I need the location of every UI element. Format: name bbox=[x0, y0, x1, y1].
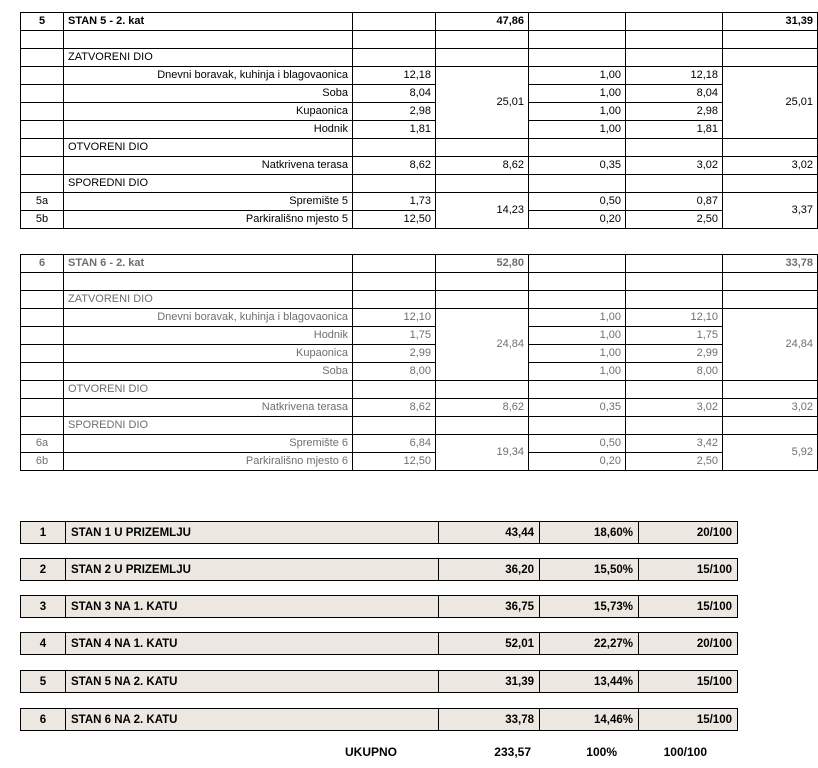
room-name: Dnevni boravak, kuhinja i blagovaonica bbox=[64, 309, 353, 327]
summary-table bbox=[20, 595, 738, 618]
room-weighted: 3,42 bbox=[626, 435, 723, 453]
table-row bbox=[21, 453, 818, 471]
table-row bbox=[21, 633, 738, 655]
group-c bbox=[529, 417, 626, 435]
summary-name: STAN 1 U PRIZEMLJU bbox=[66, 522, 439, 544]
unit-name: STAN 6 - 2. kat bbox=[64, 255, 353, 273]
room-coefficient: 1,00 bbox=[529, 121, 626, 139]
group-a bbox=[353, 175, 436, 193]
group-d bbox=[626, 381, 723, 399]
room-area: 2,99 bbox=[353, 345, 436, 363]
room-coefficient: 1,00 bbox=[529, 85, 626, 103]
group-label: ZATVORENI DIO bbox=[64, 49, 353, 67]
group-a bbox=[353, 417, 436, 435]
unit-block-stan-6 bbox=[20, 254, 818, 471]
row-num bbox=[21, 327, 64, 345]
unit-header-row bbox=[21, 13, 818, 31]
group-label-row bbox=[21, 381, 818, 399]
spacer-cell bbox=[529, 273, 626, 291]
summary-name: STAN 6 NA 2. KATU bbox=[66, 709, 439, 731]
summary-row-5 bbox=[20, 670, 738, 693]
unit-col-b: 52,80 bbox=[436, 255, 529, 273]
summary-percent: 15,73% bbox=[540, 596, 639, 618]
group-num bbox=[21, 417, 64, 435]
row-num bbox=[21, 121, 64, 139]
group-e bbox=[723, 175, 818, 193]
spacer-cell bbox=[353, 31, 436, 49]
summary-name: STAN 2 U PRIZEMLJU bbox=[66, 559, 439, 581]
summary-percent: 15,50% bbox=[540, 559, 639, 581]
room-weighted: 2,98 bbox=[626, 103, 723, 121]
unit-col-a bbox=[353, 255, 436, 273]
room-area: 8,62 bbox=[353, 157, 436, 175]
unit-table bbox=[20, 12, 818, 229]
group-subtotal-area: 25,01 bbox=[436, 67, 529, 139]
table-row bbox=[21, 363, 818, 381]
summary-percent: 18,60% bbox=[540, 522, 639, 544]
room-area: 12,50 bbox=[353, 211, 436, 229]
table-row bbox=[21, 671, 738, 693]
spacer-cell bbox=[353, 273, 436, 291]
table-row bbox=[21, 309, 818, 327]
group-label-row bbox=[21, 139, 818, 157]
unit-col-c bbox=[529, 255, 626, 273]
row-num bbox=[21, 157, 64, 175]
group-d bbox=[626, 417, 723, 435]
room-weighted: 1,81 bbox=[626, 121, 723, 139]
row-num: 5a bbox=[21, 193, 64, 211]
summary-row-6 bbox=[20, 708, 738, 731]
group-b bbox=[436, 49, 529, 67]
spacer-cell bbox=[64, 31, 353, 49]
totals-area: 233,57 bbox=[494, 745, 531, 759]
group-d bbox=[626, 175, 723, 193]
summary-table bbox=[20, 558, 738, 581]
summary-area: 43,44 bbox=[439, 522, 540, 544]
group-a bbox=[353, 49, 436, 67]
summary-percent: 22,27% bbox=[540, 633, 639, 655]
room-area: 8,04 bbox=[353, 85, 436, 103]
table-row bbox=[21, 522, 738, 544]
group-num bbox=[21, 49, 64, 67]
room-name: Dnevni boravak, kuhinja i blagovaonica bbox=[64, 67, 353, 85]
totals-row bbox=[20, 745, 707, 763]
totals-percent: 100% bbox=[586, 745, 617, 759]
table-row bbox=[21, 709, 738, 731]
summary-share: 15/100 bbox=[639, 709, 738, 731]
group-e bbox=[723, 417, 818, 435]
room-coefficient: 0,50 bbox=[529, 193, 626, 211]
room-area: 1,75 bbox=[353, 327, 436, 345]
room-name: Kupaonica bbox=[64, 345, 353, 363]
summary-share: 20/100 bbox=[639, 633, 738, 655]
summary-area: 33,78 bbox=[439, 709, 540, 731]
spacer-row bbox=[21, 273, 818, 291]
summary-percent: 13,44% bbox=[540, 671, 639, 693]
group-num bbox=[21, 291, 64, 309]
group-num bbox=[21, 139, 64, 157]
room-name: Parkirališno mjesto 5 bbox=[64, 211, 353, 229]
room-area: 2,98 bbox=[353, 103, 436, 121]
summary-num: 2 bbox=[21, 559, 66, 581]
summary-share: 15/100 bbox=[639, 671, 738, 693]
room-weighted: 2,99 bbox=[626, 345, 723, 363]
room-coefficient: 0,35 bbox=[529, 157, 626, 175]
group-b bbox=[436, 417, 529, 435]
room-coefficient: 1,00 bbox=[529, 309, 626, 327]
group-c bbox=[529, 175, 626, 193]
room-weighted: 2,50 bbox=[626, 453, 723, 471]
table-row bbox=[21, 193, 818, 211]
group-subtotal-area: 14,23 bbox=[436, 193, 529, 229]
room-area: 6,84 bbox=[353, 435, 436, 453]
group-label: SPOREDNI DIO bbox=[64, 175, 353, 193]
room-weighted: 0,87 bbox=[626, 193, 723, 211]
group-b bbox=[436, 381, 529, 399]
table-row bbox=[21, 103, 818, 121]
row-num: 5b bbox=[21, 211, 64, 229]
spacer-cell bbox=[436, 31, 529, 49]
room-coefficient: 1,00 bbox=[529, 67, 626, 85]
room-area: 1,81 bbox=[353, 121, 436, 139]
totals-share: 100/100 bbox=[663, 745, 707, 759]
unit-col-d bbox=[626, 13, 723, 31]
group-c bbox=[529, 291, 626, 309]
room-weighted: 8,00 bbox=[626, 363, 723, 381]
summary-table bbox=[20, 632, 738, 655]
group-c bbox=[529, 139, 626, 157]
summary-row-4 bbox=[20, 632, 738, 655]
spacer-cell bbox=[626, 273, 723, 291]
table-row bbox=[21, 559, 738, 581]
room-name: Hodnik bbox=[64, 121, 353, 139]
table-row bbox=[21, 345, 818, 363]
summary-row-2 bbox=[20, 558, 738, 581]
group-label-row bbox=[21, 291, 818, 309]
room-coefficient: 0,20 bbox=[529, 453, 626, 471]
summary-num: 4 bbox=[21, 633, 66, 655]
room-name: Natkrivena terasa bbox=[64, 399, 353, 417]
spacer-cell bbox=[21, 31, 64, 49]
room-name: Spremište 6 bbox=[64, 435, 353, 453]
group-label-row bbox=[21, 175, 818, 193]
summary-num: 5 bbox=[21, 671, 66, 693]
summary-num: 6 bbox=[21, 709, 66, 731]
group-subtotal-weighted: 3,02 bbox=[723, 399, 818, 417]
table-row bbox=[21, 67, 818, 85]
room-weighted: 12,10 bbox=[626, 309, 723, 327]
group-subtotal-weighted: 3,37 bbox=[723, 193, 818, 229]
unit-name: STAN 5 - 2. kat bbox=[64, 13, 353, 31]
table-row bbox=[21, 121, 818, 139]
group-d bbox=[626, 49, 723, 67]
spacer-cell bbox=[529, 31, 626, 49]
group-d bbox=[626, 139, 723, 157]
unit-table bbox=[20, 254, 818, 471]
row-num bbox=[21, 67, 64, 85]
group-b bbox=[436, 175, 529, 193]
room-weighted: 3,02 bbox=[626, 399, 723, 417]
summary-table bbox=[20, 708, 738, 731]
unit-col-d bbox=[626, 255, 723, 273]
group-e bbox=[723, 139, 818, 157]
group-subtotal-weighted: 5,92 bbox=[723, 435, 818, 471]
summary-share: 15/100 bbox=[639, 596, 738, 618]
row-num: 6a bbox=[21, 435, 64, 453]
room-name: Parkirališno mjesto 6 bbox=[64, 453, 353, 471]
group-subtotal-weighted: 25,01 bbox=[723, 67, 818, 139]
room-area: 12,10 bbox=[353, 309, 436, 327]
row-num bbox=[21, 103, 64, 121]
room-coefficient: 0,50 bbox=[529, 435, 626, 453]
group-a bbox=[353, 291, 436, 309]
unit-col-c bbox=[529, 13, 626, 31]
group-subtotal-area: 19,34 bbox=[436, 435, 529, 471]
row-num bbox=[21, 309, 64, 327]
unit-col-a bbox=[353, 13, 436, 31]
table-row bbox=[21, 596, 738, 618]
group-label: OTVORENI DIO bbox=[64, 381, 353, 399]
room-name: Soba bbox=[64, 85, 353, 103]
room-coefficient: 1,00 bbox=[529, 363, 626, 381]
summary-row-1 bbox=[20, 521, 738, 544]
room-name: Hodnik bbox=[64, 327, 353, 345]
room-area: 8,62 bbox=[353, 399, 436, 417]
group-subtotal-area: 24,84 bbox=[436, 309, 529, 381]
group-e bbox=[723, 381, 818, 399]
room-name: Kupaonica bbox=[64, 103, 353, 121]
summary-row-3 bbox=[20, 595, 738, 618]
group-e bbox=[723, 49, 818, 67]
summary-name: STAN 3 NA 1. KATU bbox=[66, 596, 439, 618]
room-area: 12,18 bbox=[353, 67, 436, 85]
room-name: Soba bbox=[64, 363, 353, 381]
table-row bbox=[21, 85, 818, 103]
summary-area: 31,39 bbox=[439, 671, 540, 693]
room-coefficient: 0,20 bbox=[529, 211, 626, 229]
group-b bbox=[436, 139, 529, 157]
room-area: 12,50 bbox=[353, 453, 436, 471]
spacer-cell bbox=[723, 273, 818, 291]
table-row bbox=[21, 327, 818, 345]
room-name: Spremište 5 bbox=[64, 193, 353, 211]
table-row bbox=[21, 211, 818, 229]
table-row bbox=[21, 399, 818, 417]
room-weighted: 12,18 bbox=[626, 67, 723, 85]
spacer-cell bbox=[626, 31, 723, 49]
table-row bbox=[21, 435, 818, 453]
summary-name: STAN 4 NA 1. KATU bbox=[66, 633, 439, 655]
spacer-cell bbox=[21, 273, 64, 291]
group-num bbox=[21, 175, 64, 193]
room-coefficient: 0,35 bbox=[529, 399, 626, 417]
group-d bbox=[626, 291, 723, 309]
summary-num: 3 bbox=[21, 596, 66, 618]
room-area: 8,00 bbox=[353, 363, 436, 381]
unit-number: 5 bbox=[21, 13, 64, 31]
room-coefficient: 1,00 bbox=[529, 103, 626, 121]
group-subtotal-weighted: 3,02 bbox=[723, 157, 818, 175]
group-subtotal-area: 8,62 bbox=[436, 157, 529, 175]
summary-area: 36,75 bbox=[439, 596, 540, 618]
spacer-row bbox=[21, 31, 818, 49]
room-name: Natkrivena terasa bbox=[64, 157, 353, 175]
summary-percent: 14,46% bbox=[540, 709, 639, 731]
group-subtotal-weighted: 24,84 bbox=[723, 309, 818, 381]
room-weighted: 3,02 bbox=[626, 157, 723, 175]
room-coefficient: 1,00 bbox=[529, 345, 626, 363]
unit-number: 6 bbox=[21, 255, 64, 273]
table-row bbox=[21, 157, 818, 175]
group-label-row bbox=[21, 417, 818, 435]
group-a bbox=[353, 381, 436, 399]
row-num bbox=[21, 399, 64, 417]
summary-table bbox=[20, 521, 738, 544]
summary-table bbox=[20, 670, 738, 693]
summary-share: 15/100 bbox=[639, 559, 738, 581]
room-weighted: 8,04 bbox=[626, 85, 723, 103]
summary-share: 20/100 bbox=[639, 522, 738, 544]
totals-label: UKUPNO bbox=[345, 745, 398, 759]
group-label: SPOREDNI DIO bbox=[64, 417, 353, 435]
unit-col-b: 47,86 bbox=[436, 13, 529, 31]
group-label: ZATVORENI DIO bbox=[64, 291, 353, 309]
unit-header-row bbox=[21, 255, 818, 273]
row-num bbox=[21, 363, 64, 381]
summary-num: 1 bbox=[21, 522, 66, 544]
row-num bbox=[21, 85, 64, 103]
row-num: 6b bbox=[21, 453, 64, 471]
row-num bbox=[21, 345, 64, 363]
room-weighted: 2,50 bbox=[626, 211, 723, 229]
unit-col-e: 33,78 bbox=[723, 255, 818, 273]
group-subtotal-area: 8,62 bbox=[436, 399, 529, 417]
room-weighted: 1,75 bbox=[626, 327, 723, 345]
group-num bbox=[21, 381, 64, 399]
group-c bbox=[529, 381, 626, 399]
summary-name: STAN 5 NA 2. KATU bbox=[66, 671, 439, 693]
spacer-cell bbox=[64, 273, 353, 291]
group-c bbox=[529, 49, 626, 67]
unit-block-stan-5 bbox=[20, 12, 818, 229]
summary-area: 52,01 bbox=[439, 633, 540, 655]
group-e bbox=[723, 291, 818, 309]
group-label: OTVORENI DIO bbox=[64, 139, 353, 157]
group-a bbox=[353, 139, 436, 157]
summary-area: 36,20 bbox=[439, 559, 540, 581]
room-area: 1,73 bbox=[353, 193, 436, 211]
unit-col-e: 31,39 bbox=[723, 13, 818, 31]
spacer-cell bbox=[723, 31, 818, 49]
group-b bbox=[436, 291, 529, 309]
room-coefficient: 1,00 bbox=[529, 327, 626, 345]
spacer-cell bbox=[436, 273, 529, 291]
group-label-row bbox=[21, 49, 818, 67]
